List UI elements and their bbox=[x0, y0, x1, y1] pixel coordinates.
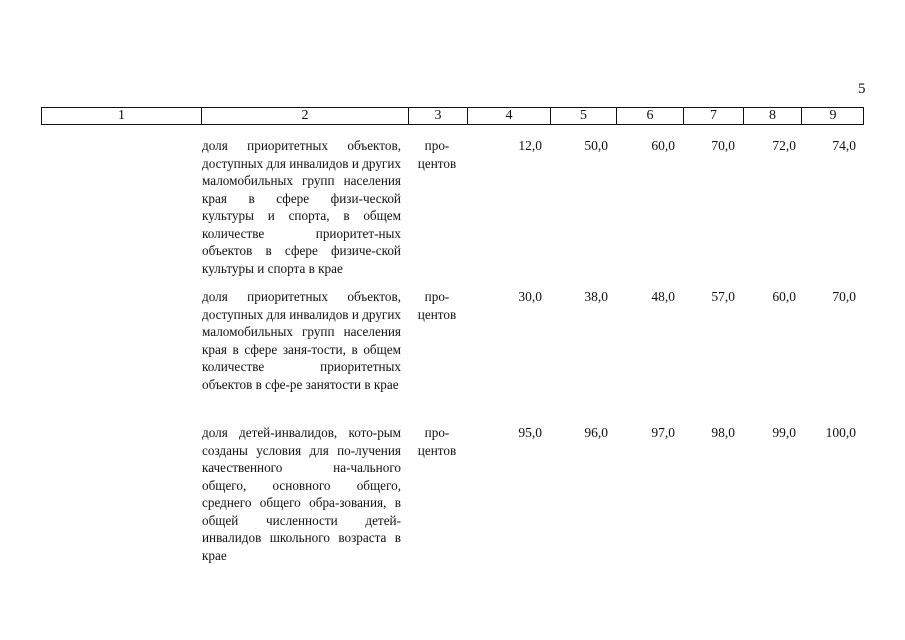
value-col-5: 50,0 bbox=[584, 138, 608, 153]
value-col-5: 96,0 bbox=[584, 425, 608, 440]
value-col-4: 30,0 bbox=[518, 289, 542, 304]
unit-text: про- центов bbox=[417, 425, 457, 458]
header-col-3: 3 bbox=[408, 108, 467, 124]
value-col-4: 95,0 bbox=[518, 425, 542, 440]
value-col-5: 38,0 bbox=[584, 289, 608, 304]
value-col-8: 60,0 bbox=[772, 289, 796, 304]
page-number: 5 bbox=[858, 81, 866, 97]
header-col-6: 6 bbox=[616, 108, 683, 124]
value-col-6: 60,0 bbox=[651, 138, 675, 153]
value-col-7: 70,0 bbox=[711, 138, 735, 153]
header-col-1: 1 bbox=[118, 108, 125, 123]
unit-text: про- центов bbox=[417, 138, 457, 171]
value-col-6: 97,0 bbox=[651, 425, 675, 440]
value-col-4: 12,0 bbox=[518, 138, 542, 153]
header-col-5: 5 bbox=[550, 108, 616, 124]
header-col-4: 4 bbox=[467, 108, 550, 124]
header-col-8: 8 bbox=[743, 108, 801, 124]
value-col-7: 57,0 bbox=[711, 289, 735, 304]
header-col-9: 9 bbox=[801, 108, 864, 124]
value-col-9: 74,0 bbox=[832, 138, 856, 153]
value-col-9: 70,0 bbox=[832, 289, 856, 304]
unit-text: про- центов bbox=[417, 289, 457, 322]
column-number-header bbox=[41, 107, 864, 125]
header-col-7: 7 bbox=[683, 108, 743, 124]
indicator-text: доля детей-инвалидов, кото-рым созданы условия для по-лучения качественного на-чального общего, основного общего, среднего общего обра-зования, в общей численности детей-инвалидов школьного возраста в крае bbox=[202, 425, 401, 563]
value-col-6: 48,0 bbox=[651, 289, 675, 304]
value-col-8: 72,0 bbox=[772, 138, 796, 153]
indicator-text: доля приоритетных объектов, доступных для инвалидов и других маломобильных групп населения края в сфере физи-ческой культуры и спорта, в общем количестве приоритет-ных объектов в сфере физиче-ской культуры и спорта в крае bbox=[202, 138, 401, 276]
header-col-2: 2 bbox=[201, 108, 408, 124]
value-col-9: 100,0 bbox=[825, 425, 856, 440]
indicator-text: доля приоритетных объектов, доступных для инвалидов и других маломобильных групп населения края в сфере заня-тости, в общем количестве приоритетных объектов в сфе-ре занятости в крае bbox=[202, 289, 401, 392]
value-col-8: 99,0 bbox=[772, 425, 796, 440]
value-col-7: 98,0 bbox=[711, 425, 735, 440]
